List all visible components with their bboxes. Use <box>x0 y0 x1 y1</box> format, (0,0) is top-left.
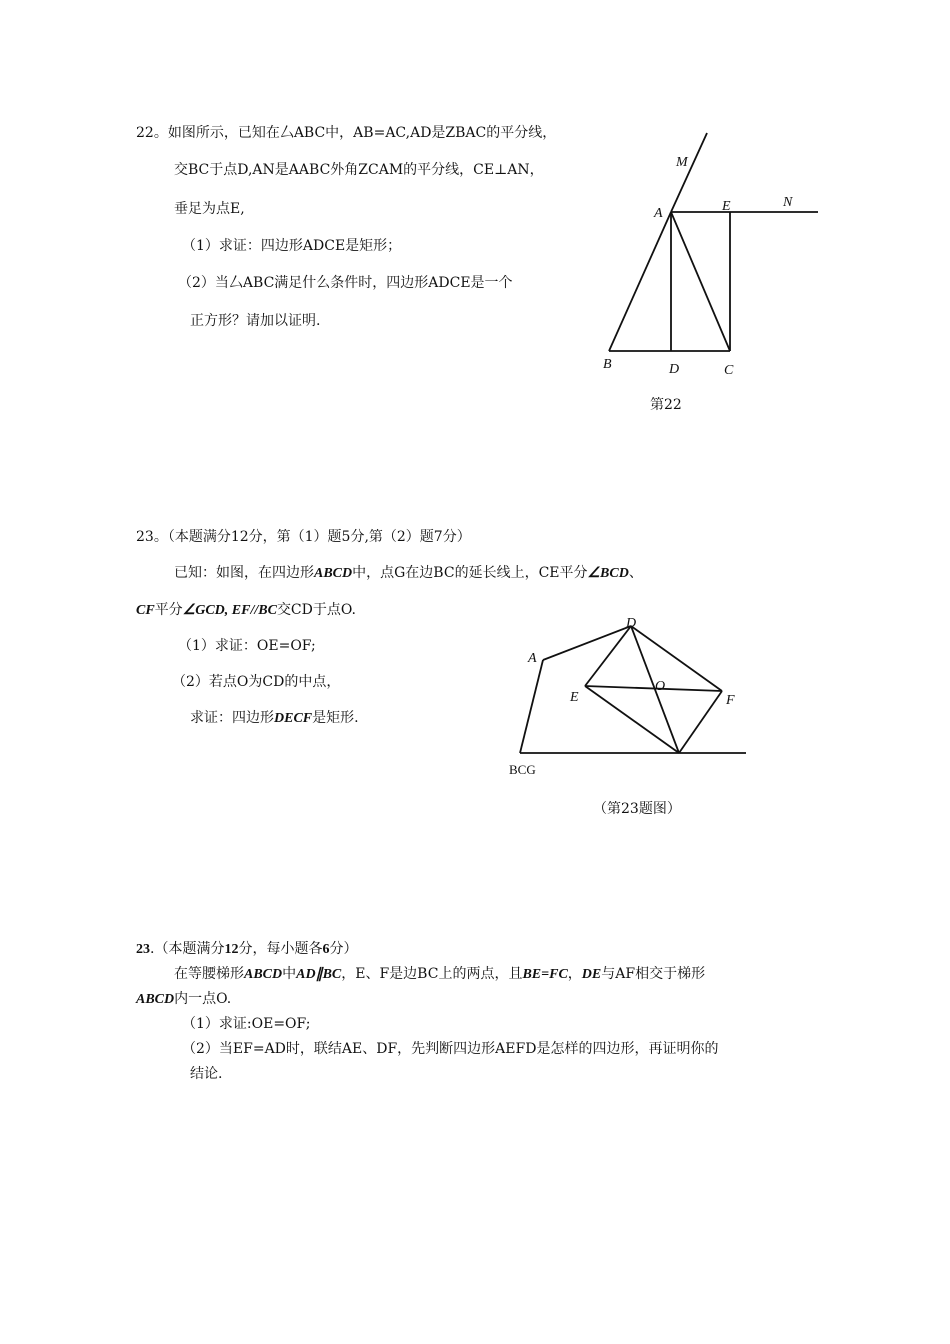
segment-ec <box>585 686 679 753</box>
q22-part-2: （2）当厶ABC满足什么条件时，四边形ADCE是一个 <box>178 275 513 291</box>
q22-line-2: 交BC于点D,AN是AABC外角ZCAM的平分线，CE⊥AN， <box>174 162 544 178</box>
segment-df <box>631 626 722 691</box>
label-a: A <box>528 651 537 666</box>
label-e: E <box>570 690 579 705</box>
q23a-part-1: （1）求证：OE=OF; <box>178 638 316 654</box>
label-n: N <box>783 195 793 210</box>
q23b-line-1: 23.（本题满分12分，每小题各6分） <box>136 941 358 957</box>
q22-line-1: 22。如图所示，已知在厶ABC中，AB=AC,AD是ZBAC的平分线， <box>136 125 557 141</box>
q22-line-3: 垂足为点E, <box>174 201 245 217</box>
q23a-part-2: （2）若点O为CD的中点， <box>172 674 341 690</box>
label-f: F <box>726 693 735 708</box>
q23b-part-2-cont: 结论. <box>190 1066 223 1082</box>
q23a-line-3: CF平分∠GCD, EF//BC交CD于点O. <box>136 602 356 618</box>
q23b-part-1: （1）求证:OE=OF; <box>182 1016 311 1032</box>
q23b-part-2: （2）当EF=AD时，联结AE、DF，先判断四边形AEFD是怎样的四边形，再证明你的 <box>182 1041 719 1057</box>
q23b-line-2: 在等腰梯形ABCD中AD∥BC，E、F是边BC上的两点，且BE=FC，DE与AF相交于梯形 <box>174 966 706 982</box>
label-c: C <box>724 363 734 378</box>
q22-part-2-cont: 正方形？请加以证明. <box>190 313 321 329</box>
q22-caption: 第22 <box>650 397 682 413</box>
label-m: M <box>676 155 688 170</box>
q23a-line-2: 已知：如图，在四边形ABCD中，点G在边BC的延长线上，CE平分∠BCD、 <box>174 565 643 581</box>
q23a-part-2-cont: 求证：四边形DECF是矩形. <box>190 710 359 726</box>
label-b: B <box>603 357 612 372</box>
q23b-line-3: ABCD内一点O. <box>136 991 232 1007</box>
label-a: A <box>654 206 663 221</box>
q22-part-1: （1）求证：四边形ADCE是矩形； <box>182 238 402 254</box>
segment-ab-left <box>520 660 543 753</box>
q23a-figure-bottom-labels: BCG <box>509 762 536 777</box>
label-d: D <box>626 616 637 631</box>
segment-fc <box>679 691 722 753</box>
label-e: E <box>722 199 731 214</box>
label-d: D <box>669 362 680 377</box>
q23a-caption: （第23题图） <box>593 801 681 817</box>
q23a-line-1: 23。（本题满分12分，第（1）题5分,第（2）题7分） <box>136 529 471 545</box>
label-o: O <box>655 679 666 694</box>
